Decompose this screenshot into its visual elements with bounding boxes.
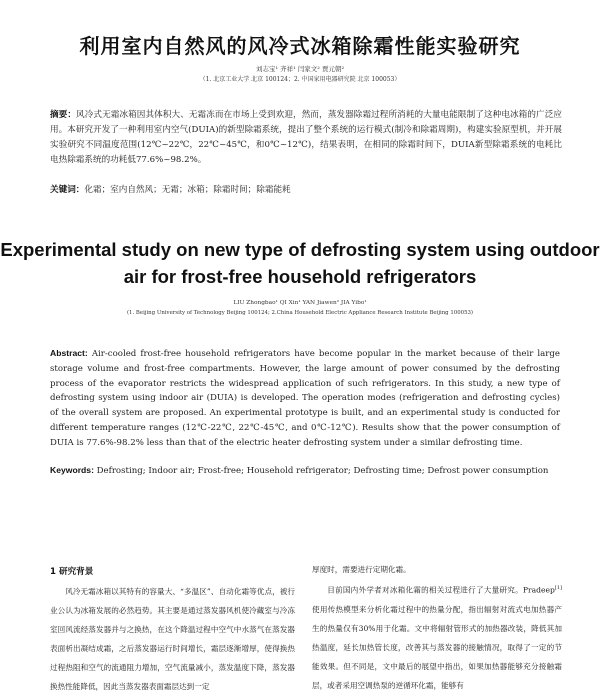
english-keywords-text: Defrosting; Indoor air; Frost-free; Household refrigerator; Defrosting time; Defrost power consumption: [96, 466, 549, 476]
english-authors: LIU Zhongbao¹ QI Xin¹ YAN Jiawen² JIA Yibo¹: [233, 300, 367, 306]
right-paragraph: [312, 579, 562, 695]
body-right-column: [312, 560, 562, 695]
chinese-affiliation: （1. 北京工业大学 北京 100124；2. 中国家用电器研究院 北京 100053）: [199, 76, 401, 83]
chinese-keywords-text: 化霜；室内自然风；无霜；冰箱；除霜时间；除霜能耗: [84, 185, 291, 195]
chinese-keywords-label: 关键词：: [50, 185, 85, 195]
chinese-keywords: [50, 183, 562, 195]
english-affiliation: (1. Beijing University of Technology Beijing 100124; 2.China Household Electric Appliance Research Institute Beijing 100053): [126, 310, 474, 316]
chinese-abstract-label: 摘要：: [50, 110, 77, 120]
chinese-abstract: [50, 108, 562, 168]
citation-ref: [1]: [554, 585, 562, 591]
english-keywords-label: Keywords:: [50, 465, 94, 475]
english-keywords: [50, 463, 560, 479]
chinese-title: 利用室内自然风的风冷式冰箱除霜性能实验研究: [79, 34, 521, 58]
english-abstract-text: Air-cooled frost-free household refrigerators have become popular in the market because of their large storage volume and frost-free compartments. However, the large amount of power consumed by the defrosting process of the evaporator restricts the widespread application of such refrigerators. In this study, a new type of defrosting system using indoor air (DUIA) is developed. The operation modes (refrigeration and defrosting cycles) of the overall system are proposed. An experimental prototype is built, and an experimental study is conducted for different temperature ranges (12℃-22℃, 22℃-45℃, and 0℃-12℃). Results show that the power consumption of DUIA is 77.6%-98.2% less than that of the electric heater defrosting system under a similar defrosting time.: [50, 349, 561, 448]
section-heading: 1 研究背景: [50, 567, 94, 577]
right-first-line: 厚度时，需要进行定期化霜。: [312, 565, 411, 574]
chinese-abstract-text: 风冷式无霜冰箱因其体积大、无霜冻而在市场上受到欢迎，然而，蒸发器除霜过程所消耗的大量电能限制了这种电冰箱的广泛应用。本研究开发了一种利用室内空气(DUIA)的新型除霜系统，提出了整个系统的运行模式(制冷和除霜周期)，构建实验原型机，并开展实验研究不同温度范围(12℃~22℃，22℃~45℃，和0℃~12℃)，结果表明，在相同的除霜时间下，DUIA新型除霜系统的电耗比电热除霜系统的功耗低77.6%~98.2%。: [50, 110, 562, 165]
right-paragraph-b: 使用传热模型来分析化霜过程中的热量分配，指出辐射对流式电加热器产生的热量仅有30%用于化霜。文中将辐射管形式的加热器改装，降低其加热温度，延长加热管长度，改善其与蒸发器的接触情况，取得了一定的节能效果。但不同是，文中最后的展望中指出，如果加热器能够充分接触霜层，或者采用空调热泵的逆循环化霜，能够有: [312, 604, 562, 690]
english-title: Experimental study on new type of defrosting system using outdoor air for frost-free household refrigerators: [0, 239, 600, 287]
english-abstract: [50, 346, 560, 451]
right-paragraph-a: 目前国内外学者对冰箱化霜的相关过程进行了大量研究。Pradeep: [327, 585, 555, 595]
chinese-authors: 刘志宝¹ 齐祥¹ 闫家文² 贾元朝²: [255, 65, 345, 73]
left-paragraph: 风冷无霜冰箱以其特有的容量大、“多温区”、自动化霜等优点，被行业公认为冰箱发展的必然趋势。其主要是通过蒸发器风机使冷藏室与冷冻室回风流经蒸发器并与之换热，在这个降温过程中空气中水蒸气在蒸发器表面析出凝结成霜，之后蒸发器运行时间增长，霜层逐渐增厚，使得换热过程热阻和空气的流通阻力增加，空气流量减小，蒸发温度下降，蒸发器换热性能降低，因此当蒸发器表面霜层达到一定: [50, 587, 295, 691]
body-left-column: [50, 563, 295, 696]
english-abstract-label: Abstract:: [50, 348, 88, 358]
